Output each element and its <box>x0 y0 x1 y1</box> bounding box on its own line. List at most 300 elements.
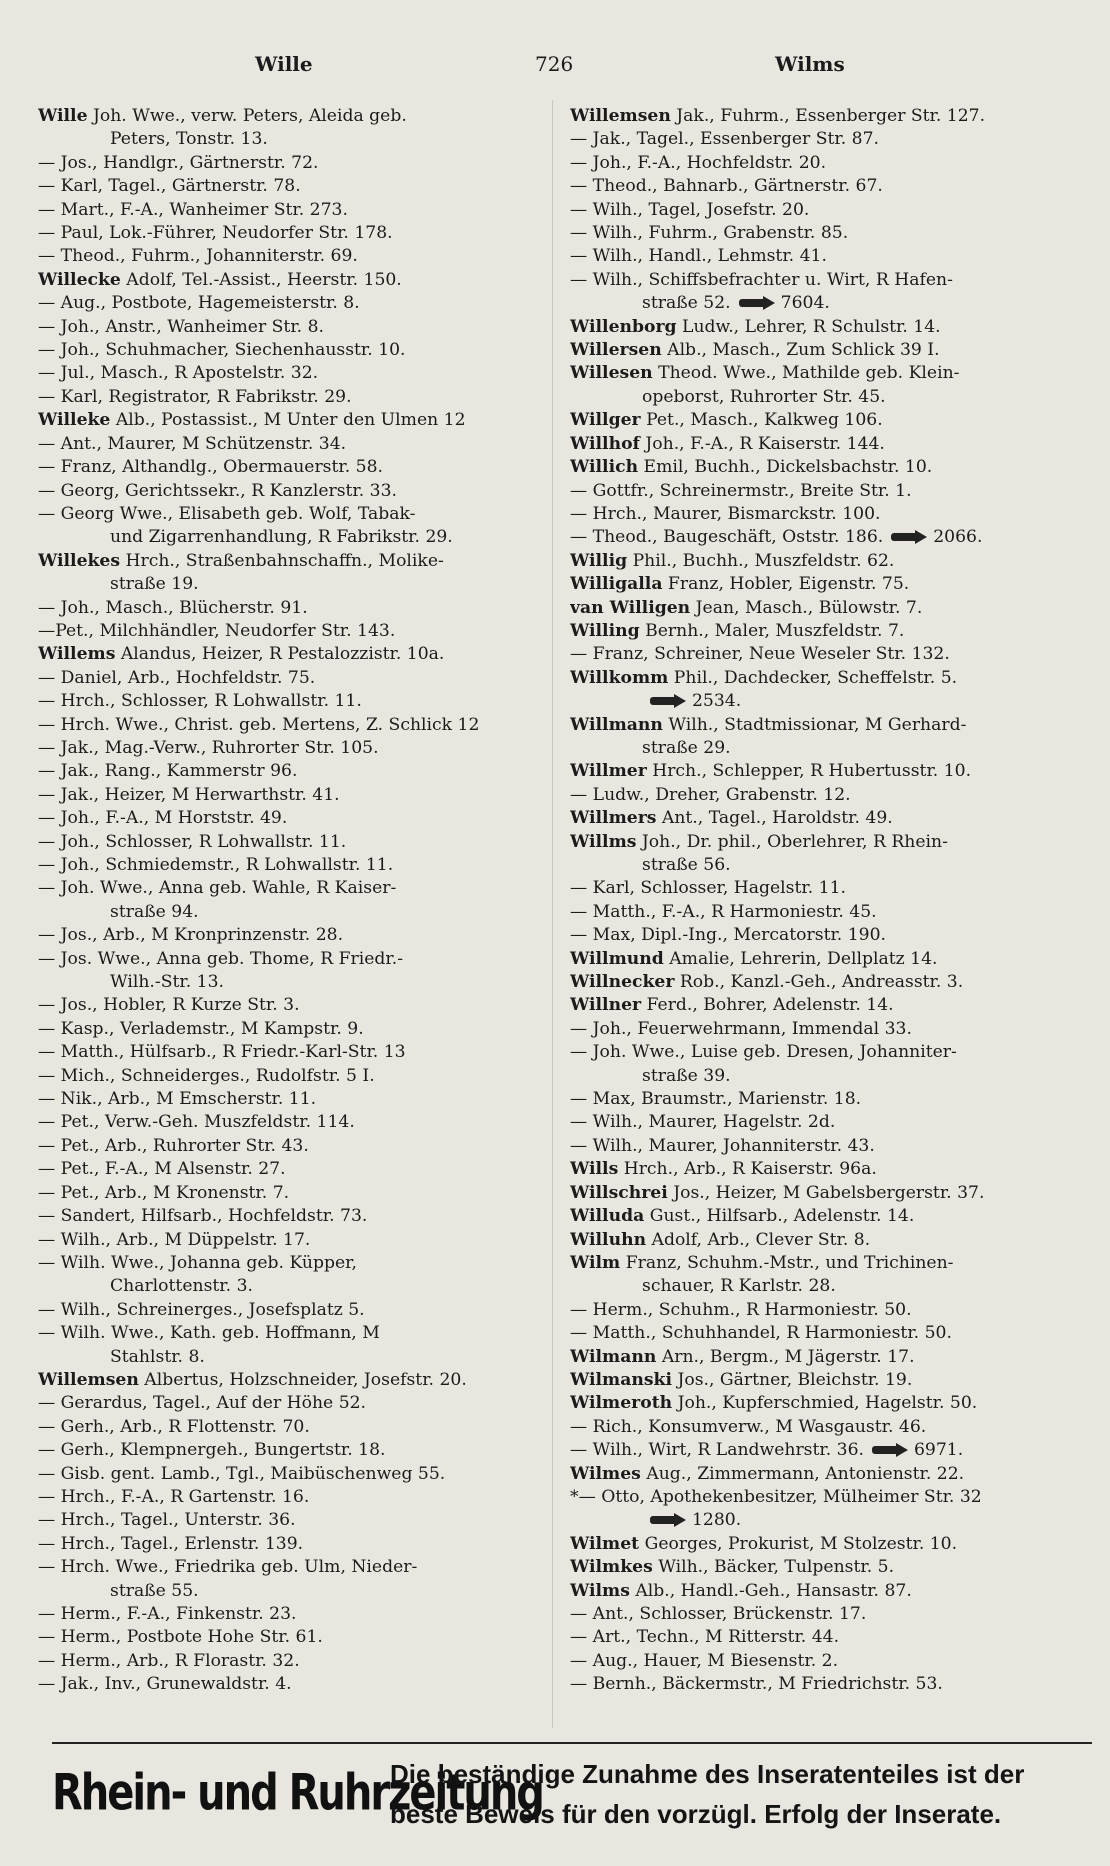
directory-entry-line <box>570 105 1075 128</box>
entry-text: — Joh., Anstr., Wanheimer Str. 8. <box>38 316 324 337</box>
entry-text: — Jos., Hobler, R Kurze Str. 3. <box>38 995 300 1016</box>
entry-text: — Wilh., Arb., M Düppelstr. 17. <box>38 1229 311 1250</box>
entry-text: — Ant., Schlosser, Brückenstr. 17. <box>570 1604 867 1624</box>
entry-text: Stahlstr. 8. <box>110 1346 205 1367</box>
entry-text: Rob., Kanzl.-Geh., Andreasstr. 3. <box>674 972 964 993</box>
entry-text: — Theod., Baugeschäft, Oststr. 186. <box>570 527 884 548</box>
left-column <box>38 105 543 1697</box>
directory-entry-line <box>38 1416 543 1439</box>
surname: Willmer <box>570 761 647 782</box>
surname: Willenborg <box>570 316 677 337</box>
entry-text: — Pet., Verw.-Geh. Muszfeldstr. 114. <box>38 1112 355 1133</box>
directory-entry-line <box>570 807 1075 830</box>
directory-entry-line <box>38 1322 543 1345</box>
entry-text: straße 52. <box>642 293 731 314</box>
entry-text: Hrch., Schlepper, R Hubertusstr. 10. <box>646 761 972 782</box>
directory-entry-line <box>570 1041 1075 1064</box>
directory-entry-line <box>570 1182 1075 1205</box>
entry-text: Franz, Hobler, Eigenstr. 75. <box>662 574 910 595</box>
directory-entry-line <box>570 1463 1075 1486</box>
directory-entry-line <box>38 1252 543 1275</box>
directory-entry-line <box>38 105 543 128</box>
entry-text: — Wilh., Fuhrm., Grabenstr. 85. <box>570 223 849 244</box>
entry-text: — Joh., Masch., Blücherstr. 91. <box>38 597 308 618</box>
directory-entry-line <box>570 152 1075 175</box>
entry-text: Emil, Buchh., Dickelsbachstr. 10. <box>638 457 933 478</box>
ad-line-1: Die beständige Zunahme des Inseratenteiles ist der <box>390 1759 1025 1789</box>
surname: Willger <box>570 410 641 431</box>
phone-number: 2066. <box>933 527 983 548</box>
directory-entry-line <box>38 924 543 947</box>
entry-text: — Hrch., Tagel., Erlenstr. 139. <box>38 1533 304 1554</box>
entry-text: — Wilh., Tagel, Josefstr. 20. <box>570 199 810 220</box>
directory-entry-line <box>38 1299 543 1322</box>
entry-text: — Hrch., F.-A., R Gartenstr. 16. <box>38 1486 310 1507</box>
surname: Wilmanski <box>570 1369 672 1390</box>
entry-text: Alb., Postassist., M Unter den Ulmen 12 <box>110 410 466 431</box>
entry-text: — Sandert, Hilfsarb., Hochfeldstr. 73. <box>38 1206 368 1227</box>
directory-entry-line <box>570 1065 1075 1088</box>
entry-text: Jak., Fuhrm., Essenberger Str. 127. <box>670 106 986 126</box>
directory-entry-line <box>570 550 1075 573</box>
phone-number: 6971. <box>914 1440 964 1461</box>
surname: Willner <box>570 995 642 1016</box>
entry-text: Albertus, Holzschneider, Josefstr. 20. <box>138 1369 467 1390</box>
entry-text: Jos., Heizer, M Gabelsbergerstr. 37. <box>667 1182 985 1203</box>
directory-entry-line <box>38 714 543 737</box>
phone-number: 1280. <box>692 1510 742 1531</box>
directory-entry-line <box>38 1158 543 1181</box>
surname: Willms <box>570 831 637 852</box>
entry-text: Arn., Bergm., M Jägerstr. 17. <box>656 1346 915 1367</box>
entry-text: — Max, Braumstr., Marienstr. 18. <box>570 1089 862 1110</box>
directory-entry-line <box>570 433 1075 456</box>
directory-entry-line <box>570 1673 1075 1696</box>
entry-text: — Georg, Gerichtssekr., R Kanzlerstr. 33. <box>38 480 398 501</box>
entry-text: Pet., Masch., Kalkweg 106. <box>640 410 883 431</box>
entry-text: — Karl, Tagel., Gärtnerstr. 78. <box>38 176 301 197</box>
directory-entry-line <box>38 620 543 643</box>
directory-entry-line <box>570 175 1075 198</box>
directory-entry-line <box>38 1205 543 1228</box>
right-column <box>570 105 1075 1697</box>
entry-text: — Ant., Maurer, M Schützenstr. 34. <box>38 433 347 454</box>
telephone-icon <box>739 299 775 307</box>
directory-entry-line <box>570 831 1075 854</box>
directory-entry-line <box>38 1041 543 1064</box>
directory-entry-line <box>38 316 543 339</box>
entry-text: — Wilh., Handl., Lehmstr. 41. <box>570 246 827 267</box>
directory-entry-line <box>38 1486 543 1509</box>
surname: Willhof <box>570 433 640 454</box>
directory-entry-line <box>38 433 543 456</box>
entry-text: Charlottenstr. 3. <box>110 1276 253 1297</box>
directory-entry-line <box>570 269 1075 292</box>
directory-entry-line <box>38 831 543 854</box>
directory-entry-line <box>38 760 543 783</box>
entry-text: Peters, Tonstr. 13. <box>110 129 268 150</box>
entry-text: — Pet., Arb., Ruhrorter Str. 43. <box>38 1135 309 1156</box>
entry-text: — Hrch., Maurer, Bismarckstr. 100. <box>570 503 881 524</box>
directory-entry-line <box>38 1626 543 1649</box>
directory-entry-line <box>570 1275 1075 1298</box>
directory-entry-line <box>570 901 1075 924</box>
directory-entry-line <box>38 1346 543 1369</box>
directory-entry-line <box>38 480 543 503</box>
page-number: 726 <box>535 52 574 76</box>
surname: Willuda <box>570 1206 645 1227</box>
entry-text: und Zigarrenhandlung, R Fabrikstr. 29. <box>110 527 453 548</box>
entry-text: — Jul., Masch., R Apostelstr. 32. <box>38 363 319 384</box>
surname: Willmann <box>570 714 663 735</box>
entry-text: straße 39. <box>642 1065 731 1086</box>
directory-entry-line <box>38 503 543 526</box>
directory-entry-line <box>38 643 543 666</box>
entry-text: Alb., Masch., Zum Schlick 39 I. <box>661 340 940 361</box>
entry-text: Joh., F.-A., R Kaiserstr. 144. <box>639 433 885 454</box>
directory-entry-line <box>38 456 543 479</box>
entry-text: — Hrch. Wwe., Christ. geb. Mertens, Z. Schlick 12 <box>38 714 480 735</box>
directory-entry-line <box>570 1135 1075 1158</box>
directory-entry-line <box>570 199 1075 222</box>
entry-text: Ant., Tagel., Haroldstr. 49. <box>656 808 893 829</box>
entry-text: straße 56. <box>642 855 731 875</box>
entry-text: — Daniel, Arb., Hochfeldstr. 75. <box>38 667 316 688</box>
entry-text: — Wilh., Wirt, R Landwehrstr. 36. <box>570 1440 864 1461</box>
directory-entry-line <box>570 714 1075 737</box>
directory-entry-line <box>570 971 1075 994</box>
surname: Willemsen <box>570 106 671 126</box>
directory-entry-line <box>38 1580 543 1603</box>
entry-text: — Matth., F.-A., R Harmoniestr. 45. <box>570 901 877 922</box>
directory-entry-line <box>38 1111 543 1134</box>
entry-text: — Mart., F.-A., Wanheimer Str. 273. <box>38 199 348 220</box>
directory-entry-line <box>38 1556 543 1579</box>
directory-entry-line <box>570 128 1075 151</box>
entry-text: — Paul, Lok.-Führer, Neudorfer Str. 178. <box>38 223 393 244</box>
directory-entry-line <box>38 550 543 573</box>
entry-text: — Joh. Wwe., Luise geb. Dresen, Johanniter- <box>570 1042 957 1063</box>
directory-entry-line <box>38 339 543 362</box>
directory-entry-line <box>38 292 543 315</box>
directory-entry-line <box>570 1650 1075 1673</box>
directory-entry-line <box>570 784 1075 807</box>
directory-entry-line <box>38 877 543 900</box>
directory-entry-line <box>570 1416 1075 1439</box>
entry-text: — Jak., Inv., Grunewaldstr. 4. <box>38 1674 292 1695</box>
surname: Willmers <box>570 808 657 829</box>
entry-text: Phil., Buchh., Muszfeldstr. 62. <box>627 550 895 571</box>
entry-text: — Joh., Schmiedemstr., R Lohwallstr. 11. <box>38 855 394 875</box>
surname: Willnecker <box>570 972 675 993</box>
entry-text: — Herm., F.-A., Finkenstr. 23. <box>38 1604 297 1624</box>
surname: Willschrei <box>570 1182 668 1203</box>
entry-text: — Franz, Schreiner, Neue Weseler Str. 132. <box>570 644 950 665</box>
directory-entry-line <box>570 1626 1075 1649</box>
directory-entry-line <box>38 784 543 807</box>
directory-entry-line <box>38 409 543 432</box>
directory-entry-line <box>38 1439 543 1462</box>
entry-text: Franz, Schuhm.-Mstr., und Trichinen- <box>620 1252 954 1273</box>
entry-text: — Wilh. Wwe., Johanna geb. Küpper, <box>38 1252 357 1273</box>
header-right-keyword: Wilms <box>775 52 845 76</box>
directory-entry-line <box>570 1252 1075 1275</box>
entry-text: — Wilh., Maurer, Hagelstr. 2d. <box>570 1112 836 1133</box>
entry-text: Joh., Kupferschmied, Hagelstr. 50. <box>672 1393 978 1414</box>
entry-text: Wilh.-Str. 13. <box>110 972 224 993</box>
entry-text: Hrch., Arb., R Kaiserstr. 96a. <box>618 1159 877 1180</box>
entry-text: — Theod., Fuhrm., Johanniterstr. 69. <box>38 246 358 267</box>
entry-text: — Gerh., Klempnergeh., Bungertstr. 18. <box>38 1440 386 1461</box>
directory-entry-line <box>570 854 1075 877</box>
surname: Willigalla <box>570 574 663 595</box>
directory-entry-line <box>38 362 543 385</box>
telephone-icon <box>891 533 927 541</box>
entry-text: straße 55. <box>110 1580 199 1601</box>
entry-text: Adolf, Arb., Clever Str. 8. <box>646 1229 871 1250</box>
directory-entry-line <box>38 1463 543 1486</box>
entry-text: Jean, Masch., Bülowstr. 7. <box>690 597 923 618</box>
entry-text: — Jos., Arb., M Kronprinzenstr. 28. <box>38 925 344 946</box>
directory-entry-line <box>38 152 543 175</box>
entry-text: — Joh., F.-A., Hochfeldstr. 20. <box>570 152 827 173</box>
directory-entry-line <box>38 1065 543 1088</box>
directory-entry-line <box>570 503 1075 526</box>
directory-entry-line <box>38 854 543 877</box>
entry-text: — Matth., Schuhhandel, R Harmoniestr. 50. <box>570 1323 952 1344</box>
directory-entry-line <box>570 737 1075 760</box>
entry-text: — Hrch., Tagel., Unterstr. 36. <box>38 1510 296 1531</box>
directory-entry-line <box>38 269 543 292</box>
entry-text: — Gisb. gent. Lamb., Tgl., Maibüschenweg 55. <box>38 1463 446 1484</box>
surname: Wilmkes <box>570 1557 653 1578</box>
entry-text: — Mich., Schneiderges., Rudolfstr. 5 I. <box>38 1065 375 1086</box>
directory-entry-line <box>38 199 543 222</box>
directory-entry-line <box>38 1369 543 1392</box>
directory-entry-line <box>570 1205 1075 1228</box>
entry-text: — Herm., Schuhm., R Harmoniestr. 50. <box>570 1299 912 1320</box>
directory-entry-line <box>38 1673 543 1696</box>
directory-entry-line <box>570 245 1075 268</box>
entry-text: Gust., Hilfsarb., Adelenstr. 14. <box>644 1206 915 1227</box>
directory-entry-line <box>570 362 1075 385</box>
entry-text: Ferd., Bohrer, Adelenstr. 14. <box>641 995 894 1016</box>
directory-entry-line <box>38 597 543 620</box>
entry-text: — Pet., Arb., M Kronenstr. 7. <box>38 1182 290 1203</box>
entry-text: — Wilh., Schreinerges., Josefsplatz 5. <box>38 1299 365 1320</box>
directory-entry-line <box>570 1392 1075 1415</box>
directory-entry-line <box>570 409 1075 432</box>
directory-entry-line <box>570 877 1075 900</box>
header-left-keyword: Wille <box>255 52 313 76</box>
surname: Wills <box>570 1159 619 1180</box>
entry-text: — Aug., Hauer, M Biesenstr. 2. <box>570 1650 839 1671</box>
entry-text: Georges, Prokurist, M Stolzestr. 10. <box>639 1533 958 1554</box>
ad-line-2: beste Beweis für den vorzügl. Erfolg der Inserate. <box>390 1799 1002 1829</box>
entry-text: — Karl, Schlosser, Hagelstr. 11. <box>570 878 846 899</box>
entry-text: Aug., Zimmermann, Antonienstr. 22. <box>640 1463 965 1484</box>
directory-entry-line <box>38 1135 543 1158</box>
directory-entry-line <box>570 1580 1075 1603</box>
surname: Wilm <box>570 1252 621 1273</box>
directory-entry-line <box>38 386 543 409</box>
telephone-icon <box>650 697 686 705</box>
directory-entry-line <box>570 1322 1075 1345</box>
entry-text: — Jos. Wwe., Anna geb. Thome, R Friedr.- <box>38 948 404 969</box>
surname: Wilmes <box>570 1463 641 1484</box>
directory-entry-line <box>570 1486 1075 1509</box>
entry-text: — Wilh., Schiffsbefrachter u. Wirt, R Hafen- <box>570 269 953 290</box>
entry-text: — Matth., Hülfsarb., R Friedr.-Karl-Str. 13 <box>38 1042 406 1063</box>
entry-text: — Georg Wwe., Elisabeth geb. Wolf, Tabak- <box>38 503 416 524</box>
surname: Wilmet <box>570 1533 640 1554</box>
directory-entry-line <box>38 1229 543 1252</box>
advertisement <box>52 1742 1092 1840</box>
surname: Willmund <box>570 948 664 969</box>
surname: Willich <box>570 457 639 478</box>
entry-text: — Jak., Tagel., Essenberger Str. 87. <box>570 129 879 150</box>
surname: Willuhn <box>570 1229 647 1250</box>
directory-entry-line <box>570 1299 1075 1322</box>
directory-entry-line <box>570 292 1075 315</box>
entry-text: — Franz, Althandlg., Obermauerstr. 58. <box>38 457 383 478</box>
surname: Wilmann <box>570 1346 657 1367</box>
entry-text: — Joh., Feuerwehrmann, Immendal 33. <box>570 1018 912 1039</box>
entry-text: — Joh. Wwe., Anna geb. Wahle, R Kaiser- <box>38 878 397 899</box>
directory-entry-line <box>570 1158 1075 1181</box>
entry-text: — Nik., Arb., M Emscherstr. 11. <box>38 1089 317 1110</box>
directory-entry-line <box>570 620 1075 643</box>
entry-text: straße 29. <box>642 737 731 758</box>
directory-entry-line <box>38 128 543 151</box>
directory-entry-line <box>38 526 543 549</box>
entry-text: Theod. Wwe., Mathilde geb. Klein- <box>652 363 960 384</box>
directory-entry-line <box>38 1650 543 1673</box>
directory-entry-line <box>38 1182 543 1205</box>
entry-text: — Joh., Schuhmacher, Siechenhausstr. 10. <box>38 340 406 361</box>
entry-text: — Max, Dipl.-Ing., Mercatorstr. 190. <box>570 925 886 946</box>
entry-text: — Wilh., Maurer, Johanniterstr. 43. <box>570 1135 875 1156</box>
directory-entry-line <box>570 339 1075 362</box>
directory-entry-line <box>570 1018 1075 1041</box>
directory-entry-line <box>570 1229 1075 1252</box>
directory-entry-line <box>570 1111 1075 1134</box>
directory-entry-line <box>570 1603 1075 1626</box>
directory-entry-line <box>38 1533 543 1556</box>
directory-entry-line <box>570 316 1075 339</box>
directory-entry-line <box>570 1533 1075 1556</box>
entry-text: — Jak., Rang., Kammerstr 96. <box>38 761 298 782</box>
surname: Willekes <box>38 550 121 571</box>
directory-entry-line <box>570 643 1075 666</box>
directory-entry-line <box>38 807 543 830</box>
entry-text: Joh. Wwe., verw. Peters, Aleida geb. <box>87 106 407 126</box>
directory-entry-line <box>570 597 1075 620</box>
surname: Wille <box>38 106 88 126</box>
directory-entry-line <box>570 994 1075 1017</box>
directory-entry-line <box>38 667 543 690</box>
directory-entry-line <box>570 760 1075 783</box>
entry-text: Alandus, Heizer, R Pestalozzistr. 10a. <box>115 644 445 665</box>
entry-text: —Pet., Milchhändler, Neudorfer Str. 143. <box>38 620 396 641</box>
entry-text: — Herm., Postbote Hohe Str. 61. <box>38 1627 323 1648</box>
surname: Willems <box>38 644 116 665</box>
entry-text: — Herm., Arb., R Florastr. 32. <box>38 1650 300 1671</box>
entry-text: — Gerardus, Tagel., Auf der Höhe 52. <box>38 1393 367 1414</box>
directory-entry-line <box>570 222 1075 245</box>
entry-text: — Wilh. Wwe., Kath. geb. Hoffmann, M <box>38 1323 380 1344</box>
directory-entry-line <box>570 480 1075 503</box>
surname: Wilms <box>570 1580 630 1601</box>
directory-entry-line <box>570 1439 1075 1462</box>
column-divider <box>552 100 553 1728</box>
directory-entry-line <box>38 1603 543 1626</box>
directory-entry-line <box>38 994 543 1017</box>
entry-text: straße 94. <box>110 901 199 922</box>
entry-text: Amalie, Lehrerin, Dellplatz 14. <box>663 948 938 969</box>
newspaper-logo: Rhein- und Ruhrzeitung <box>52 1764 543 1822</box>
directory-entry-line <box>38 175 543 198</box>
surname: Willesen <box>570 363 653 384</box>
directory-entry-line <box>38 737 543 760</box>
surname: Willemsen <box>38 1369 139 1390</box>
entry-text: opeborst, Ruhrorter Str. 45. <box>642 386 886 407</box>
entry-text: — Karl, Registrator, R Fabrikstr. 29. <box>38 386 352 407</box>
entry-text: Phil., Dachdecker, Scheffelstr. 5. <box>668 667 958 688</box>
ad-text <box>390 1754 1110 1834</box>
page-header <box>45 52 1075 92</box>
directory-entry-line <box>38 1275 543 1298</box>
directory-entry-line <box>570 526 1075 549</box>
directory-entry-line <box>570 456 1075 479</box>
entry-text: — Joh., F.-A., M Horststr. 49. <box>38 808 288 829</box>
entry-text: Wilh., Bäcker, Tulpenstr. 5. <box>652 1557 895 1578</box>
entry-text: — Theod., Bahnarb., Gärtnerstr. 67. <box>570 176 883 197</box>
directory-entry-line <box>570 1556 1075 1579</box>
directory-entry-line <box>38 1088 543 1111</box>
directory-entry-line <box>38 245 543 268</box>
entry-text: — Jak., Mag.-Verw., Ruhrorter Str. 105. <box>38 737 379 758</box>
entry-text: — Art., Techn., M Ritterstr. 44. <box>570 1627 840 1648</box>
directory-entry-line <box>570 1369 1075 1392</box>
directory-entry-line <box>38 690 543 713</box>
surname: Willecke <box>38 269 121 290</box>
entry-text: — Jos., Handlgr., Gärtnerstr. 72. <box>38 152 319 173</box>
entry-text: Jos., Gärtner, Bleichstr. 19. <box>672 1369 913 1390</box>
entry-text: Hrch., Straßenbahnschaffn., Molike- <box>120 550 444 571</box>
entry-text: — Joh., Schlosser, R Lohwallstr. 11. <box>38 831 347 852</box>
entry-text: — Hrch. Wwe., Friedrika geb. Ulm, Nieder- <box>38 1557 418 1578</box>
entry-text: Bernh., Maler, Muszfeldstr. 7. <box>639 620 905 641</box>
directory-entry-line <box>38 1392 543 1415</box>
surname: van Willigen <box>570 597 691 618</box>
directory-entry-line <box>38 901 543 924</box>
entry-text: — Bernh., Bäckermstr., M Friedrichstr. 53. <box>570 1674 943 1695</box>
directory-entry-line <box>38 222 543 245</box>
telephone-icon <box>650 1516 686 1524</box>
directory-entry-line <box>570 573 1075 596</box>
entry-text: Alb., Handl.-Geh., Hansastr. 87. <box>629 1580 912 1601</box>
directory-entry-line <box>570 1346 1075 1369</box>
surname: Willersen <box>570 340 662 361</box>
directory-entry-line <box>38 1509 543 1532</box>
directory-entry-line <box>38 948 543 971</box>
directory-entry-line <box>570 1509 1075 1532</box>
directory-entry-line <box>570 1088 1075 1111</box>
entry-text: Adolf, Tel.-Assist., Heerstr. 150. <box>120 269 402 290</box>
entry-text: Wilh., Stadtmissionar, M Gerhard- <box>662 714 967 735</box>
entry-text: Joh., Dr. phil., Oberlehrer, R Rhein- <box>636 831 948 852</box>
